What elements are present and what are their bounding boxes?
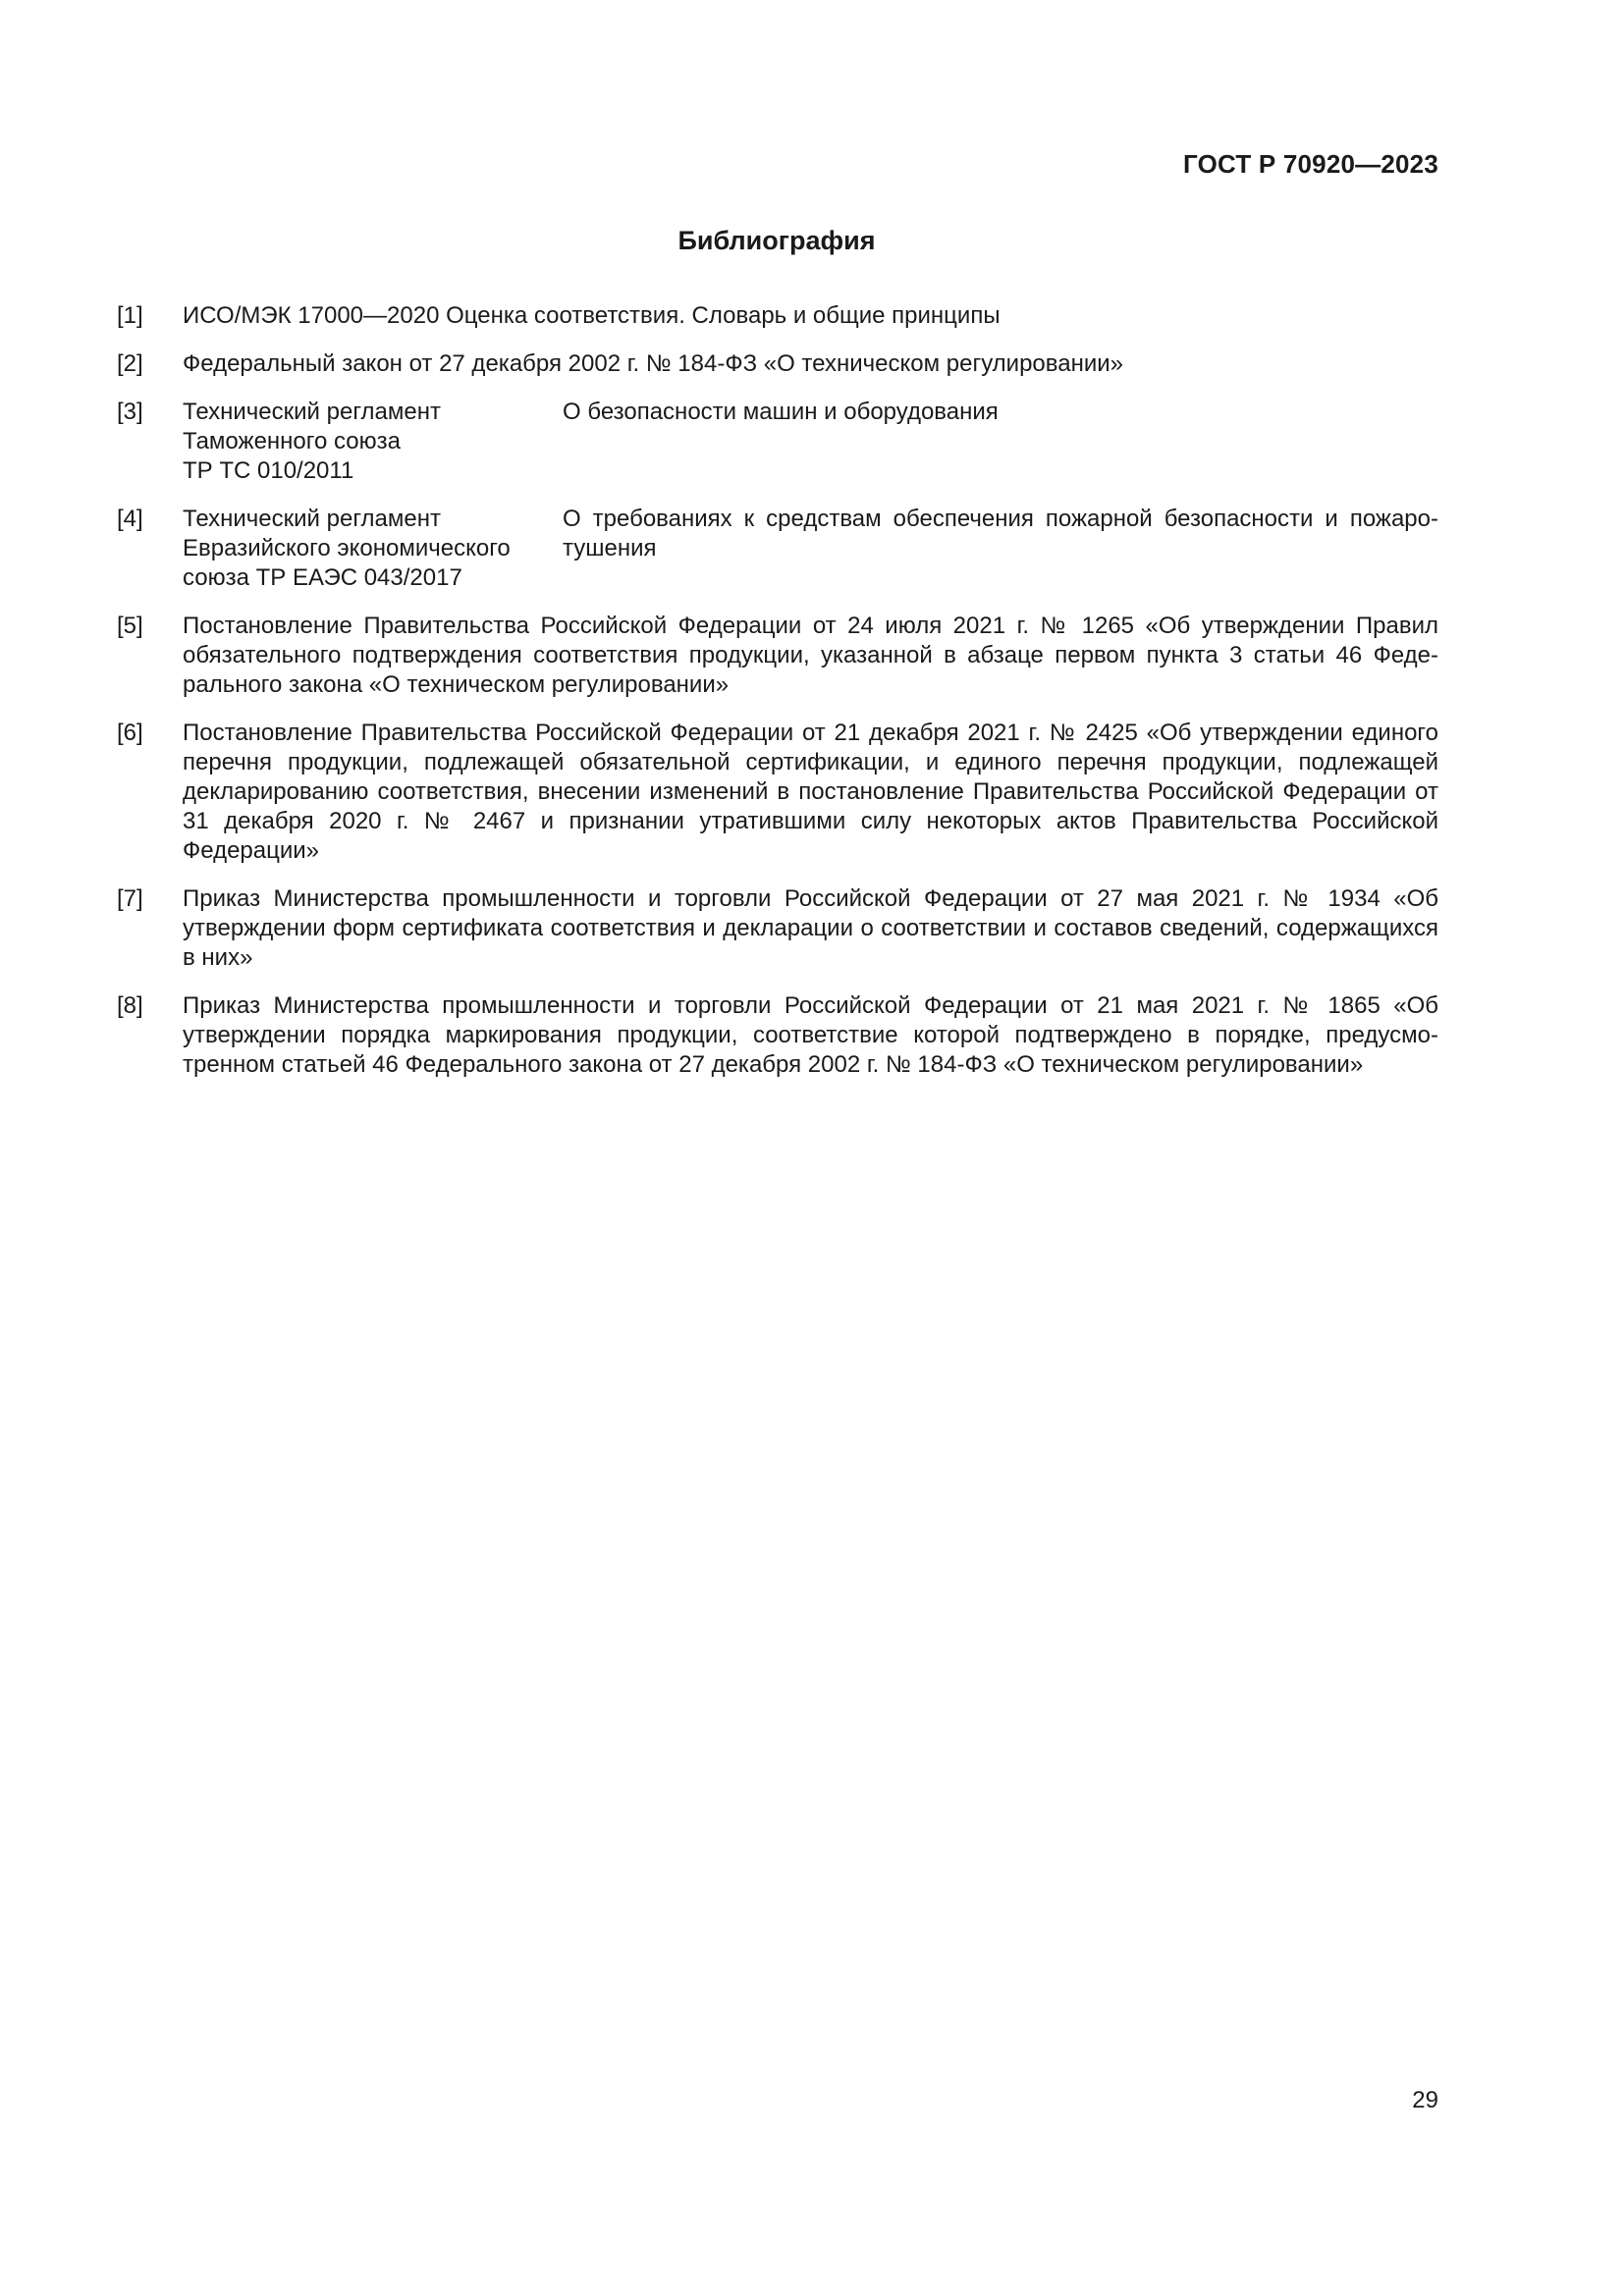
regulation-subject: О требованиях к средствам обеспечения пожарной безопасности и пожаротушения xyxy=(563,506,1438,561)
regulation-line: Технический регламент xyxy=(183,399,441,425)
bibliography-entry-4 xyxy=(117,505,1438,593)
bibliography-entry-8 xyxy=(117,991,1438,1080)
regulation-line: Технический регламент xyxy=(183,506,441,532)
entry-text: Приказ Министерства промышленности и торговли Российской Федерации от 21 мая 2021 г. № 1865 «Об утверждении порядка маркирования продукции, соответствие которой подтверждено в порядке, предусмотренном статьей 46 Федерального закона от 27 декабря 2002 г. № 184-ФЗ «О техническом регулировании» xyxy=(183,992,1438,1078)
entry-text: Постановление Правительства Российской Федерации от 24 июля 2021 г. № 1265 «Об утверждении Правил обязательного подтверждения соответствия продукции, указанной в абзаце первом пункта 3 статьи 46 Федерального закона «О техническом регулировании» xyxy=(183,613,1438,698)
bibliography-entry-2 xyxy=(117,349,1438,379)
regulation-line: Таможенного союза xyxy=(183,428,401,454)
entry-text: Постановление Правительства Российской Федерации от 21 декабря 2021 г. № 2425 «Об утверждении единого перечня продукции, подлежащей обязательной сертификации, и единого перечня продукции, подлежащей декларированию соответствия, внесении изменений в постановление Правительства Российской Федерации от 31 декабря 2020 г. № 2467 и признании утратившими силу некоторых актов Правительства Российской Федерации» xyxy=(183,720,1438,864)
entry-number: [2] xyxy=(117,350,143,377)
entry-number: [6] xyxy=(117,720,143,746)
bibliography-entry-7 xyxy=(117,884,1438,973)
entry-number: [7] xyxy=(117,885,143,912)
entry-number: [4] xyxy=(117,506,143,532)
regulation-designation xyxy=(183,505,563,593)
entry-number: [1] xyxy=(117,302,143,329)
bibliography-entry-1 xyxy=(117,301,1438,331)
bibliography-list xyxy=(117,301,1438,1098)
document-code: ГОСТ Р 70920—2023 xyxy=(1183,149,1438,179)
entry-number: [5] xyxy=(117,613,143,639)
bibliography-entry-6 xyxy=(117,719,1438,866)
regulation-line: союза ТР ЕАЭС 043/2017 xyxy=(183,564,462,591)
bibliography-entry-3 xyxy=(117,398,1438,486)
entry-text: Приказ Министерства промышленности и торговли Российской Федерации от 27 мая 2021 г. № 1934 «Об утверждении форм сертификата соответствия и декларации о соответствии и составов сведений, содержащихся в них» xyxy=(183,885,1438,971)
entry-number: [3] xyxy=(117,399,143,425)
regulation-line: ТР ТС 010/2011 xyxy=(183,457,354,484)
section-title: Библиография xyxy=(677,226,876,255)
entry-text: Федеральный закон от 27 декабря 2002 г. № 184-ФЗ «О техническом регулировании» xyxy=(183,350,1124,377)
page-number: 29 xyxy=(1412,2087,1438,2113)
entry-text: ИСО/МЭК 17000—2020 Оценка соответствия. Словарь и общие принципы xyxy=(183,302,1001,329)
regulation-designation xyxy=(183,398,563,486)
regulation-line: Евразийского экономического xyxy=(183,535,511,561)
regulation-subject: О безопасности машин и оборудования xyxy=(563,399,999,425)
bibliography-entry-5 xyxy=(117,612,1438,700)
entry-number: [8] xyxy=(117,992,143,1019)
